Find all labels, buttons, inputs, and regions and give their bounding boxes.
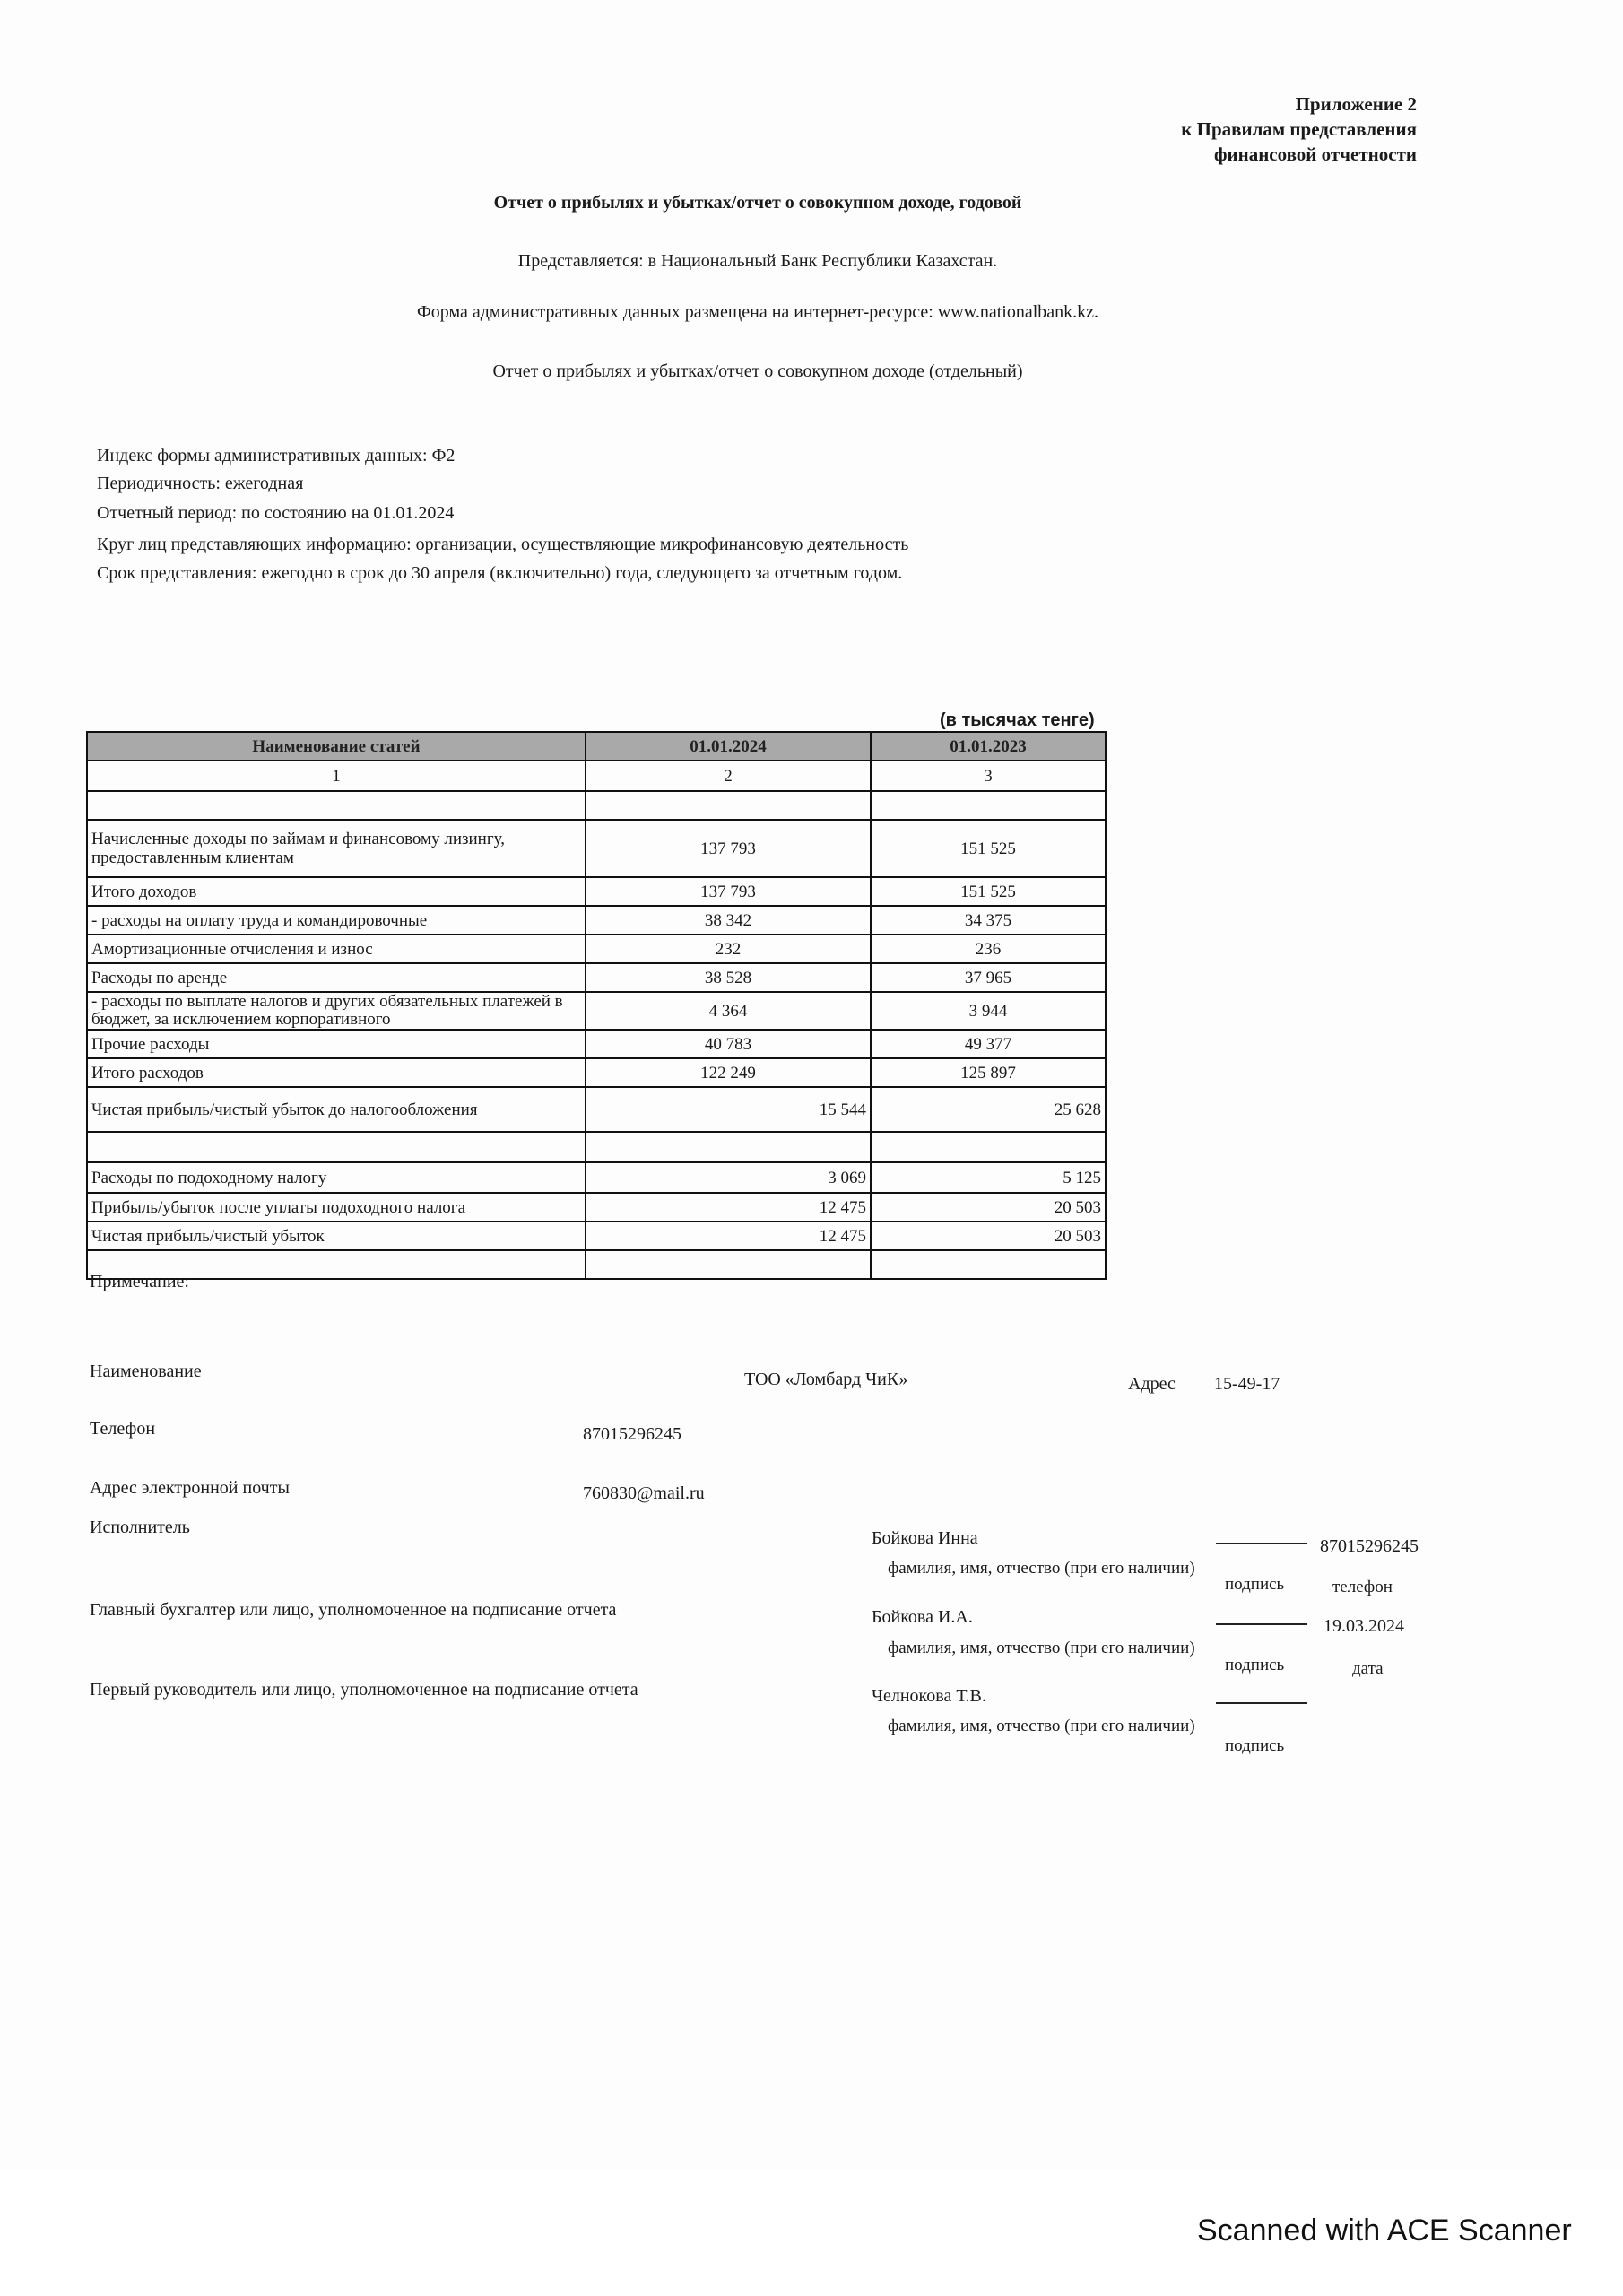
executor-label: Исполнитель [90,1518,190,1537]
row-value-2023: 151 525 [871,820,1106,877]
accountant-label: Главный бухгалтер или лицо, уполномоченное на подписание отчета [90,1600,617,1620]
row-name: Итого доходов [87,877,586,906]
report-title: Отчет о прибылях и убытках/отчет о совокупном доходе, годовой [493,193,1022,213]
submitted-to: Представляется: в Национальный Банк Республики Казахстан. [517,251,998,271]
row-name: Чистая прибыль/чистый убыток [87,1222,586,1250]
reporting-period: Отчетный период: по состоянию на 01.01.2024 [97,503,455,523]
row-name: Расходы по аренде [87,963,586,992]
report-date: 19.03.2024 [1324,1616,1404,1636]
table-row [87,935,1106,963]
accountant-sign-caption: подпись [1225,1656,1285,1674]
table-row [87,1193,1106,1222]
table-row [87,877,1106,906]
empty-row [87,791,1106,820]
executor-name: Бойкова Инна [872,1528,978,1548]
row-name: Итого расходов [87,1058,586,1087]
head-sign-caption: подпись [1225,1736,1285,1755]
row-value-2023: 20 503 [871,1193,1106,1222]
col-number-1: 1 [87,761,586,791]
row-value-2023: 37 965 [871,963,1106,992]
appendix-line-3: финансовой отчетности [1213,144,1417,165]
form-location: Форма административных данных размещена на интернет-ресурсе: www.nationalbank.kz. [416,302,1099,322]
row-value-2023: 20 503 [871,1222,1106,1250]
email-value: 760830@mail.ru [583,1483,705,1503]
head-label: Первый руководитель или лицо, уполномоченное на подписание отчета [90,1680,638,1700]
address-value: 15-49-17 [1214,1374,1280,1394]
periodicity: Периодичность: ежегодная [97,474,304,493]
note-label: Примечание: [90,1272,189,1292]
head-fio-caption: фамилия, имя, отчество (при его наличии) [888,1717,1195,1735]
executor-phone-caption: телефон [1332,1578,1393,1596]
date-caption: дата [1352,1659,1384,1678]
table-row [87,1030,1106,1058]
row-value-2024: 122 249 [586,1058,871,1087]
column-number-row [87,761,1106,791]
org-name-label: Наименование [90,1361,202,1381]
row-value-2023: 5 125 [871,1162,1106,1193]
header-2024: 01.01.2024 [586,732,871,761]
table-row [87,1058,1106,1087]
executor-fio-caption: фамилия, имя, отчество (при его наличии) [888,1559,1195,1578]
appendix-line-1: Приложение 2 [1295,93,1417,115]
row-name: Амортизационные отчисления и износ [87,935,586,963]
header-2023: 01.01.2023 [871,732,1106,761]
phone-value: 87015296245 [583,1424,681,1444]
accountant-fio-caption: фамилия, имя, отчество (при его наличии) [888,1639,1195,1657]
accountant-signature-line [1216,1623,1307,1625]
row-name: - расходы по выплате налогов и других обязательных платежей в бюджет, за исключением корпоративного [87,992,586,1030]
head-signature-line [1216,1702,1307,1704]
respondents: Круг лиц представляющих информацию: организации, осуществляющие микрофинансовую деятельность [97,535,909,554]
row-value-2023: 34 375 [871,906,1106,935]
row-value-2024: 40 783 [586,1030,871,1058]
executor-signature-line [1216,1543,1307,1544]
row-value-2024: 15 544 [586,1087,871,1132]
form-index: Индекс формы административных данных: Ф2 [97,446,456,465]
row-value-2024: 137 793 [586,877,871,906]
row-value-2024: 12 475 [586,1193,871,1222]
row-name: - расходы на оплату труда и командировочные [87,906,586,935]
executor-sign-caption: подпись [1225,1575,1285,1594]
row-value-2024: 3 069 [586,1162,871,1193]
appendix-line-2: к Правилам представления [1181,118,1417,140]
table-header-row [87,732,1106,761]
empty-row [87,1250,1106,1279]
empty-row [87,1132,1106,1162]
row-name: Прибыль/убыток после уплаты подоходного налога [87,1193,586,1222]
table-row [87,963,1106,992]
header-items: Наименование статей [87,732,586,761]
scanner-watermark: Scanned with ACE Scanner [1197,2213,1572,2248]
email-label: Адрес электронной почты [90,1478,290,1498]
row-value-2024: 232 [586,935,871,963]
row-name: Расходы по подоходному налогу [87,1162,586,1193]
row-value-2023: 25 628 [871,1087,1106,1132]
row-value-2023: 3 944 [871,992,1106,1030]
col-number-3: 3 [871,761,1106,791]
row-name: Чистая прибыль/чистый убыток до налогообложения [87,1087,586,1132]
row-value-2023: 49 377 [871,1030,1106,1058]
org-name-value: ТОО «Ломбард ЧиК» [744,1370,908,1389]
deadline: Срок представления: ежегодно в срок до 30 апреля (включительно) года, следующего за отчетным годом. [97,563,903,583]
table-row [87,1162,1106,1193]
address-label: Адрес [1128,1374,1176,1394]
row-value-2023: 151 525 [871,877,1106,906]
table-row [87,1087,1106,1132]
table-row [87,992,1106,1030]
row-value-2023: 125 897 [871,1058,1106,1087]
row-value-2024: 38 528 [586,963,871,992]
row-value-2024: 137 793 [586,820,871,877]
row-name: Начисленные доходы по займам и финансовому лизингу, предоставленным клиентам [87,820,586,877]
table-row [87,906,1106,935]
phone-label: Телефон [90,1419,156,1439]
table-row [87,820,1106,877]
table-row [87,1222,1106,1250]
accountant-name: Бойкова И.А. [872,1607,973,1627]
row-value-2023: 236 [871,935,1106,963]
row-name: Прочие расходы [87,1030,586,1058]
income-statement-table [86,731,1107,1280]
row-value-2024: 12 475 [586,1222,871,1250]
units-label: (в тысячах тенге) [940,710,1095,730]
row-value-2024: 4 364 [586,992,871,1030]
appendix-note [1181,91,1417,167]
executor-phone: 87015296245 [1320,1536,1419,1556]
head-name: Челнокова Т.В. [872,1686,986,1706]
row-value-2024: 38 342 [586,906,871,935]
col-number-2: 2 [586,761,871,791]
report-subtitle: Отчет о прибылях и убытках/отчет о совокупном доходе (отдельный) [492,361,1023,381]
